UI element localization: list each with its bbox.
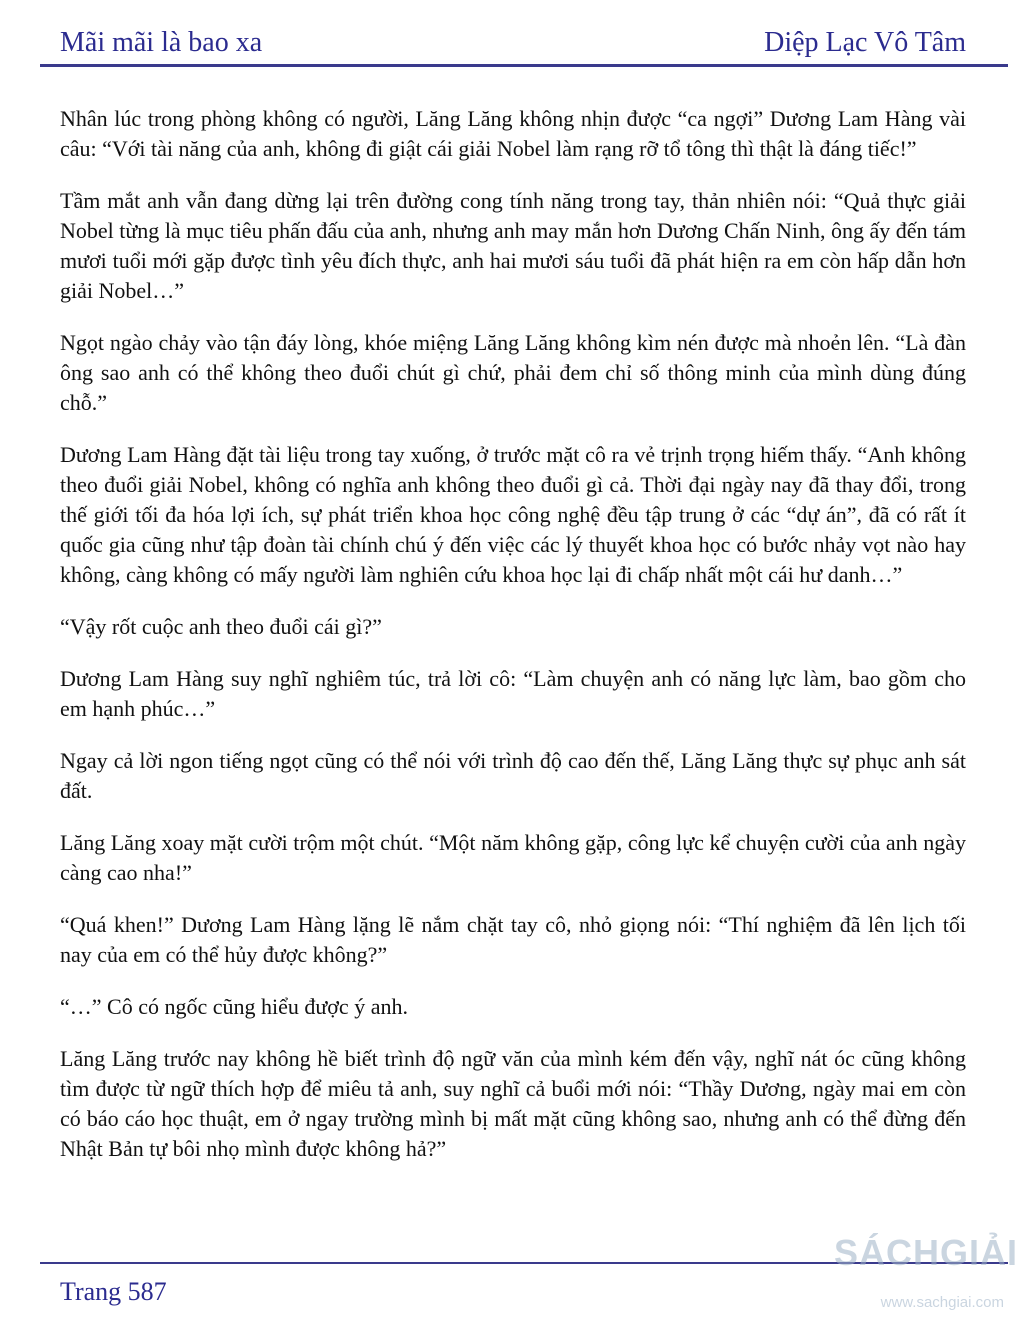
page-header bbox=[60, 24, 966, 60]
paragraph: Ngay cả lời ngon tiếng ngọt cũng có thể nói với trình độ cao đến thế, Lăng Lăng thực sự phục anh sát đất. bbox=[60, 748, 966, 803]
watermark bbox=[818, 1232, 1018, 1320]
book-title: Mãi mãi là bao xa bbox=[60, 27, 263, 58]
watermark-url: www.sachgiai.com bbox=[880, 1294, 1004, 1311]
paragraph: Dương Lam Hàng đặt tài liệu trong tay xuống, ở trước mặt cô ra vẻ trịnh trọng hiếm thấy. “Anh không theo đuổi giải Nobel, không có nghĩa anh không theo đuổi gì cả. Thời đại ngày nay đã thay đổi, trong thế giới tối đa hóa lợi ích, sự phát triển khoa học công nghệ đều tập trung ở các “dự án”, đã có rất ít quốc gia cũng như tập đoàn tài chính chú ý đến việc các lý thuyết khoa học có bước nhảy vọt nào hay không, càng không có mấy người làm nghiên cứu khoa học lại đi chấp nhất một cái hư danh…” bbox=[60, 442, 966, 587]
header-divider bbox=[40, 64, 1008, 67]
author-name: Diệp Lạc Vô Tâm bbox=[764, 27, 966, 58]
paragraph: “Vậy rốt cuộc anh theo đuổi cái gì?” bbox=[60, 614, 382, 639]
page-number: Trang 587 bbox=[60, 1277, 167, 1306]
paragraph: Lăng Lăng xoay mặt cười trộm một chút. “Một năm không gặp, công lực kể chuyện cười của anh ngày càng cao nha!” bbox=[60, 830, 966, 885]
paragraph: Nhân lúc trong phòng không có người, Lăng Lăng không nhịn được “ca ngợi” Dương Lam Hàng vài câu: “Với tài năng của anh, không đi giật cái giải Nobel làm rạng rỡ tổ tông thì thật là đáng tiếc!” bbox=[60, 106, 966, 161]
paragraph: “Quá khen!” Dương Lam Hàng lặng lẽ nắm chặt tay cô, nhỏ giọng nói: “Thí nghiệm đã lên lịch tối nay của em có thể hủy được không?” bbox=[60, 912, 966, 967]
page-body bbox=[60, 104, 966, 1186]
paragraph: Lăng Lăng trước nay không hề biết trình độ ngữ văn của mình kém đến vậy, nghĩ nát óc cũng không tìm được từ ngữ thích hợp để miêu tả anh, suy nghĩ cả buổi mới nói: “Thầy Dương, ngày mai em còn có báo cáo học thuật, em ở ngay trường mình bị mất mặt cũng không sao, nhưng anh có thể đừng đến Nhật Bản tự bôi nhọ mình được không hả?” bbox=[60, 1046, 966, 1161]
paragraph: Tầm mắt anh vẫn đang dừng lại trên đường cong tính năng trong tay, thản nhiên nói: “Quả thực giải Nobel từng là mục tiêu phấn đấu của anh, nhưng anh may mắn hơn Dương Chấn Ninh, ông ấy đến tám mươi tuổi mới gặp được tình yêu đích thực, anh hai mươi sáu tuổi đã phát hiện ra em còn hấp dẫn hơn giải Nobel…” bbox=[60, 188, 966, 303]
paragraph: Ngọt ngào chảy vào tận đáy lòng, khóe miệng Lăng Lăng không kìm nén được mà nhoẻn lên. “Là đàn ông sao anh có thể không theo đuổi chút gì chứ, phải đem chỉ số thông minh của mình dùng đúng chỗ.” bbox=[60, 330, 966, 415]
watermark-logo: SÁCHGIẢI bbox=[833, 1232, 1018, 1273]
paragraph: “…” Cô có ngốc cũng hiểu được ý anh. bbox=[60, 994, 408, 1019]
paragraph: Dương Lam Hàng suy nghĩ nghiêm túc, trả lời cô: “Làm chuyện anh có năng lực làm, bao gồm cho em hạnh phúc…” bbox=[60, 666, 966, 721]
